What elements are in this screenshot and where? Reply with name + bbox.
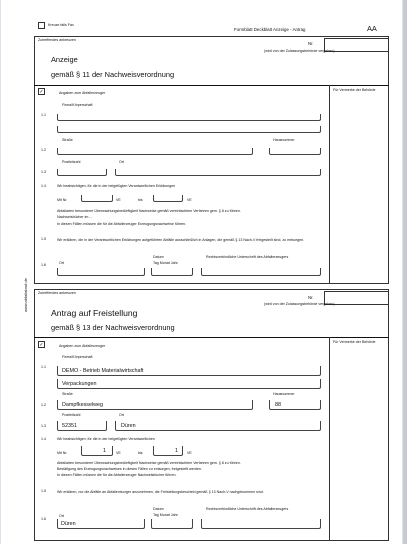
section1-firm-label: Firma/Körperschaft [62,103,93,107]
section1-street-field[interactable] [57,148,253,155]
section1-bis-label: bis [138,198,143,202]
section2-place-label: Ort [59,514,64,518]
section2-firm-field-2[interactable] [57,379,321,389]
section1-title: Anzeige [51,55,78,64]
section2-date-field[interactable] [151,519,193,529]
section1-city-field[interactable] [115,169,321,176]
section1-note-a: Abfallarten besonderer Überwachungsbedürftigkeit Nachweise gemäß vereinfachtem Verfahren gem. § 8 zu führen. [57,209,241,213]
section1-row-1-2: 1.2 [41,148,46,152]
section2-mit-value: 1 [103,448,106,454]
section1-rule [34,85,389,86]
section2-line15-text: Wir erklären, nur die Abfälle an Abfallentsorger anzunehmen, die Freistellungsbescheid gemäß § 13 Nach-V nachgekommen sind. [57,490,264,494]
section2-sidebar-label: Für Vermerke der Behörde [333,340,376,344]
section2-house-label: Hausnummer [273,392,295,396]
section2-firm-value-2: Verpackungen [62,381,97,387]
section2-nr-label: Nr. [308,295,314,300]
section1-firm-field-2[interactable] [57,126,321,133]
section2-sidebar-divider [329,337,330,541]
section2-firm-value: DEMO - Betrieb Materialwirtschaft [62,368,144,374]
section1-ve-label-2: VE [187,198,192,202]
section2-city-field[interactable] [115,421,321,431]
section2-street-value: Dampfkesselweg [62,402,104,408]
section1-bis-field[interactable] [153,195,183,202]
section2-row-1-1: 1.1 [41,365,46,369]
section2-postcode-value: 52351 [62,423,77,429]
section2-row-1-6: 1.6 [41,517,46,521]
section1-mit-field[interactable] [81,195,113,202]
section2-city-label: Ort [119,413,124,417]
form-sheet [1,0,402,544]
section2-row-1-4: 1.4 [41,437,46,441]
section2-row-1-5: 1.5 [41,489,46,493]
section1-date-field[interactable] [151,268,193,276]
section2-bis-value: 1 [175,448,178,454]
section2-rule [34,337,389,338]
section1-house-field[interactable] [269,148,321,155]
section2-firm-label: Firma/Körperschaft [62,355,93,359]
section2-bis-label: bis [138,451,143,455]
section2-caption: Zutreffendes ankreuzen [38,291,76,295]
section1-nr-sub: (wird von der Zulassungsbehörde vergeben) [264,49,335,53]
section2-mit-field[interactable] [81,446,113,456]
section1-sidebar-divider [329,85,330,284]
side-url: www.abfallabruf.de [23,278,28,312]
section2-mit-label: Mit Nr. [57,451,68,455]
form-code: AA [367,24,377,33]
section1-sidebar-label: Für Vermerke der Behörde [333,88,376,92]
section1-firm-field[interactable] [57,114,321,121]
section1-line14-text: Wir beabsichtigen, für die in der beigefügten Verantwortlichen Erklärungen [57,184,176,188]
section2-place-value: Düren [61,521,76,527]
section2-row-1-3: 1.3 [41,424,46,428]
section1-ve-label-1: VE [116,198,121,202]
section2-ve-label-1: VE [116,451,121,455]
section1-note-b: Nachweisbücher im ... [57,215,93,219]
section1-caption: Zutreffendes ankreuzen [38,38,76,42]
section1-subtitle: gemäß § 11 der Nachweisverordnung [51,70,175,79]
section1-date-format: Tag Monat Jahr [153,261,178,265]
section2-row-1-2: 1.2 [41,403,46,407]
section2-bis-field[interactable] [153,446,183,456]
section2-title: Antrag auf Freistellung [51,308,138,318]
section1-city-label: Ort [119,160,124,164]
section1-street-label: Straße [62,138,73,142]
section1-postcode-label: Postleitzahl [62,160,81,164]
section1-line15-text: Wir erklären, die in der Verantwortlichen Erklärungen aufgeführten Abfälle ausschließlich in Anlagen, die gemäß § 13 Nach-V freigestellt sind, zu entsorgen. [57,238,305,242]
section1-row-1-5: 1.5 [41,237,46,241]
section1-postcode-field[interactable] [57,169,107,176]
section2-header-checkbox[interactable]: ✓ [39,342,44,348]
section1-row-1-4: 1.4 [41,184,46,188]
section1-row-1-1: 1.1 [41,113,46,117]
section1-header-checkbox[interactable]: ✓ [39,89,44,95]
section1-row-1-3: 1.3 [41,170,46,174]
section2-street-label: Straße [62,392,73,396]
section2-note-b: Bestätigung des Erzeugungsnachweises in diesen Fällen zu entsorgen, freigestellt werden. [57,467,202,471]
section2-city-value: Düren [121,423,136,429]
section2-postcode-label: Postleitzahl [62,413,81,417]
section2-nr-sub: (wird von der Zulassungsbehörde vergeben) [264,302,335,306]
section2-date-format: Tag Monat Jahr [153,513,178,517]
section2-date-label: Datum [153,507,164,511]
section1-signature-label: Rechtsverbindliche Unterschrift des Abfallerzeugers [206,255,289,259]
section2-line14-text: Wir beabsichtigen, für die in der beigefügten Verantwortlichen [57,437,155,441]
section2-ve-label-2: VE [187,451,192,455]
section1-signature-field[interactable] [201,268,321,276]
section2-house-value: 88 [275,402,281,408]
section2-signature-label: Rechtsverbindliche Unterschrift des Abfallerzeugers [206,507,289,511]
fax-checkbox-label: Kreuze falls Fax [48,23,74,27]
section1-nr-label: Nr. [308,41,314,46]
fax-checkbox[interactable] [38,22,45,29]
section1-note-c: In diesen Fällen müssen die für die Abfallerzeuger Erzeugungsnachweise führen. [57,222,187,226]
section1-place-field[interactable] [57,268,145,276]
section1-place-label: Ort [59,261,64,265]
page-edge [403,0,407,544]
form-title: Formblatt Deckblatt Anzeige - Antrag [234,27,306,32]
section2-signature-field[interactable] [201,519,321,529]
section2-note-a: Abfallarten besonderer Überwachungsbedürftigkeit Nachweise gemäß vereinfachtem Verfahren gem. § 8 zu führen. [57,461,241,465]
section2-header-label: Angaben zum Abfallerzeuger [59,344,106,348]
section2-note-c: In diesen Fällen müssen die für die Abfallerzeuger Nachweisbücher führen. [57,473,177,477]
section1-row-1-6: 1.6 [41,263,46,267]
section2-subtitle: gemäß § 13 der Nachweisverordnung [51,323,175,332]
section1-date-label: Datum [153,255,164,259]
section1-mit-label: Mit Nr. [57,198,68,202]
section1-header-label: Angaben zum Abfallerzeuger [59,91,106,95]
section1-house-label: Hausnummer [273,138,295,142]
